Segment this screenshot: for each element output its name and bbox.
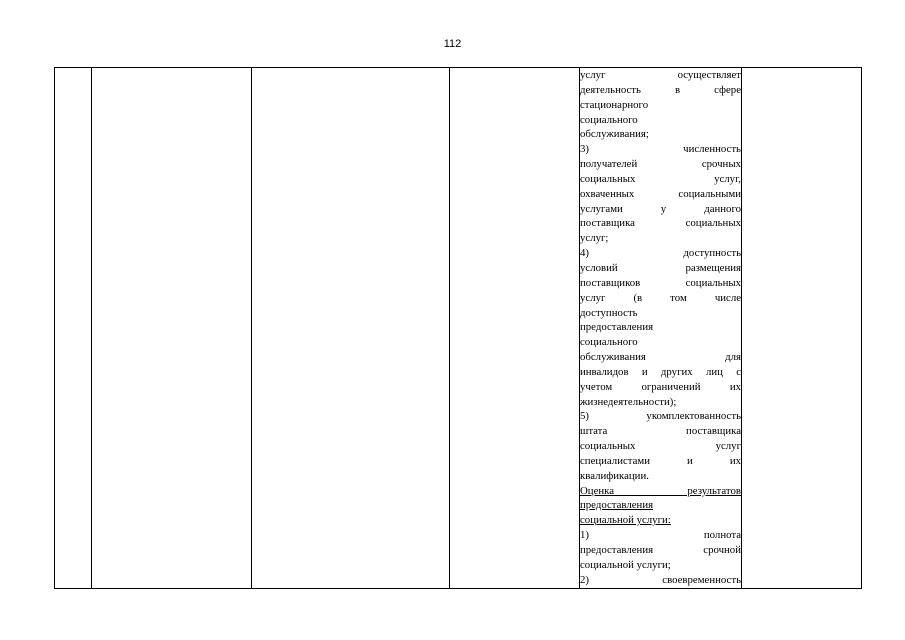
- criteria-line: 2) своевременность: [580, 573, 741, 586]
- criteria-line: штата поставщика: [580, 425, 741, 438]
- criteria-line: квалификации.: [580, 469, 649, 482]
- criteria-line: предоставления: [580, 499, 654, 512]
- criteria-line: социальных услуг,: [580, 172, 741, 185]
- criteria-line: услуг осуществляет: [580, 69, 741, 81]
- table-cell-notes: [742, 68, 862, 589]
- criteria-line: обслуживания для: [580, 351, 741, 364]
- table-cell-standard: [450, 68, 580, 589]
- quality-criteria-text: [580, 68, 741, 588]
- criteria-line: предоставления: [580, 321, 654, 334]
- table-cell-number: [55, 68, 92, 589]
- criteria-line: стационарного: [580, 98, 649, 111]
- criteria-line: 4) доступность: [580, 247, 741, 260]
- criteria-line: 5) укомплектованность: [580, 410, 741, 423]
- criteria-line: социальной услуги:: [580, 514, 671, 527]
- criteria-line: деятельность в сфере: [580, 83, 741, 96]
- criteria-line: 1) полнота: [580, 529, 741, 542]
- criteria-line: инвалидов и других лиц с: [580, 365, 741, 378]
- criteria-line: социальной услуги;: [580, 558, 671, 571]
- criteria-line: получателей срочных: [580, 158, 741, 171]
- criteria-line: поставщика социальных: [580, 217, 741, 230]
- table-row: [55, 68, 862, 589]
- page-number: 112: [443, 38, 462, 50]
- criteria-line: услуг (в том числе: [580, 291, 741, 304]
- criteria-line: жизнедеятельности);: [580, 395, 677, 408]
- table-cell-quality-criteria: [580, 68, 742, 589]
- criteria-line: услугами у данного: [580, 202, 741, 215]
- criteria-line: социальных услуг: [580, 440, 741, 453]
- criteria-line: услуг;: [580, 232, 609, 245]
- criteria-line: доступность: [580, 306, 638, 319]
- criteria-line: поставщиков социальных: [580, 276, 741, 289]
- criteria-line: условий размещения: [580, 261, 741, 274]
- criteria-line: учетом ограничений их: [580, 380, 741, 393]
- criteria-line: Оценка результатов: [580, 484, 741, 497]
- criteria-line: специалистами и их: [580, 454, 741, 467]
- criteria-line: обслуживания;: [580, 128, 649, 141]
- table-cell-name: [92, 68, 252, 589]
- criteria-line: социального: [580, 336, 638, 349]
- table-cell-description: [252, 68, 450, 589]
- criteria-line: охваченных социальными: [580, 187, 741, 200]
- criteria-line: предоставления срочной: [580, 544, 741, 556]
- document-table: [54, 67, 862, 589]
- criteria-line: социального: [580, 113, 638, 126]
- criteria-line: 3) численность: [580, 143, 741, 156]
